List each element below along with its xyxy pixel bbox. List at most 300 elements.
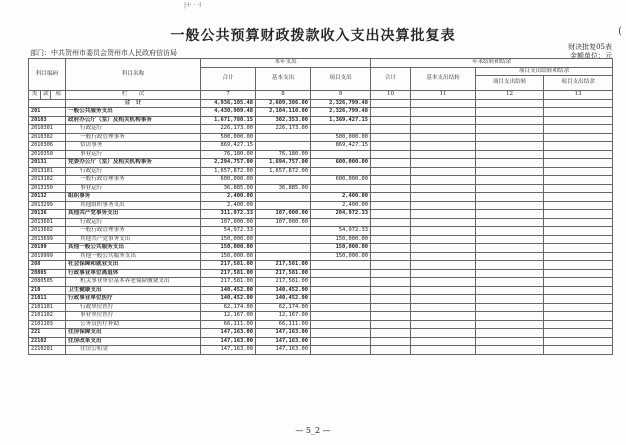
row-code: 208	[29, 261, 66, 270]
row-carryover-cell	[476, 329, 544, 338]
row-carryover-cell	[371, 201, 411, 210]
row-project: 150,000.00	[311, 235, 371, 244]
row-basic	[256, 227, 311, 236]
row-carryover-cell	[544, 142, 613, 151]
row-total: 2,294,757.00	[201, 159, 256, 168]
row-basic	[256, 176, 311, 185]
table-row	[29, 303, 613, 312]
row-total: 54,972.33	[201, 227, 256, 236]
row-project	[311, 303, 371, 312]
row-carryover-cell	[371, 303, 411, 312]
row-name: 组织事务	[66, 193, 201, 202]
row-name: 政府办公厅（室）及相关机构事务	[66, 116, 201, 125]
header-carryover: 年末结转和结余	[371, 59, 613, 68]
row-code: 201	[29, 108, 66, 117]
row-basic: 36,885.00	[256, 184, 311, 193]
row-carryover-cell	[371, 337, 411, 346]
row-total: 62,174.00	[201, 303, 256, 312]
row-name: 一般公共服务支出	[66, 108, 201, 117]
table-row	[29, 150, 613, 159]
header-project-surplus: 项目支出结余	[544, 76, 613, 91]
row-carryover-cell	[544, 235, 613, 244]
row-basic: 147,163.00	[256, 346, 311, 355]
col-num: 10	[371, 91, 411, 100]
row-project: 869,427.15	[311, 142, 371, 151]
row-carryover-cell	[371, 252, 411, 261]
row-code: 20132	[29, 193, 66, 202]
row-name: 信访事务	[66, 142, 201, 151]
row-carryover-cell	[411, 125, 476, 134]
row-basic	[256, 133, 311, 142]
row-carryover-cell	[371, 286, 411, 295]
row-carryover-cell	[411, 150, 476, 159]
row-carryover-cell	[476, 159, 544, 168]
row-carryover-cell	[544, 116, 613, 125]
row-carryover-cell	[371, 184, 411, 193]
row-name: 一般行政管理事务	[66, 227, 201, 236]
row-project: 150,000.00	[311, 244, 371, 253]
row-carryover-cell	[371, 269, 411, 278]
row-basic: 147,163.00	[256, 329, 311, 338]
page-title: 一般公共预算财政拨款收入支出决算批复表	[170, 28, 456, 44]
row-total: 150,000.00	[201, 244, 256, 253]
row-basic: 1,694,757.00	[256, 159, 311, 168]
row-code: 2101103	[29, 320, 66, 329]
row-name: 事业单位医疗	[66, 312, 201, 321]
row-carryover-cell	[411, 329, 476, 338]
row-project	[311, 320, 371, 329]
row-carryover-cell	[544, 184, 613, 193]
row-carryover-cell	[544, 278, 613, 287]
edge-mark: (	[618, 26, 622, 37]
row-carryover-cell	[411, 159, 476, 168]
row-carryover-cell	[476, 320, 544, 329]
table-row	[29, 108, 613, 117]
header-section: 科目编码	[29, 59, 66, 91]
row-carryover-cell	[411, 337, 476, 346]
row-code: 2101101	[29, 303, 66, 312]
row-carryover-cell	[371, 261, 411, 270]
row-total: 217,581.00	[201, 269, 256, 278]
row-carryover-cell	[411, 210, 476, 219]
row-carryover-cell	[371, 278, 411, 287]
row-code: 2010301	[29, 125, 66, 134]
row-carryover-cell	[411, 269, 476, 278]
row-carryover-cell	[411, 346, 476, 355]
row-code: 2013102	[29, 176, 66, 185]
header-project-carry: 项目支出结转	[476, 76, 544, 91]
row-carryover-cell	[411, 142, 476, 151]
table-row	[29, 176, 613, 185]
row-name: 事业运行	[66, 184, 201, 193]
row-project	[311, 125, 371, 134]
row-name: 行政运行	[66, 167, 201, 176]
row-carryover-cell	[476, 252, 544, 261]
row-name: 行政事业单位医疗	[66, 295, 201, 304]
row-code: 20131	[29, 159, 66, 168]
row-total: 140,452.00	[201, 286, 256, 295]
row-basic: 217,581.00	[256, 261, 311, 270]
row-code: 22102	[29, 337, 66, 346]
row-basic	[256, 193, 311, 202]
row-basic: 302,353.00	[256, 116, 311, 125]
row-carryover-cell	[544, 193, 613, 202]
row-code: 2101102	[29, 312, 66, 321]
row-carryover-cell	[476, 167, 544, 176]
row-name: 一般行政管理事务	[66, 176, 201, 185]
col-num: 8	[256, 91, 311, 100]
col-num: 13	[544, 91, 613, 100]
table-row	[29, 167, 613, 176]
table-row	[29, 193, 613, 202]
row-carryover-cell	[411, 227, 476, 236]
row-carryover-cell	[544, 244, 613, 253]
row-carryover-cell	[544, 303, 613, 312]
row-carryover-cell	[544, 295, 613, 304]
row-project	[311, 261, 371, 270]
table-row	[29, 235, 613, 244]
row-carryover-cell	[476, 295, 544, 304]
row-total: 2,400.00	[201, 201, 256, 210]
row-project	[311, 312, 371, 321]
row-carryover-cell	[411, 176, 476, 185]
approval-table	[28, 58, 613, 355]
row-carryover-cell	[476, 286, 544, 295]
header-project: 项目支出	[311, 67, 371, 91]
row-name: 行政事业单位离退休	[66, 269, 201, 278]
row-carryover-cell	[411, 261, 476, 270]
col-num: 12	[476, 91, 544, 100]
row-project: 500,000.00	[311, 133, 371, 142]
row-carryover-cell	[544, 329, 613, 338]
table-row	[29, 252, 613, 261]
row-carryover-cell	[411, 252, 476, 261]
row-basic: 226,173.00	[256, 125, 311, 134]
row-carryover-cell	[371, 346, 411, 355]
row-carryover-cell	[544, 176, 613, 185]
table-row	[29, 210, 613, 219]
row-carryover-cell	[476, 227, 544, 236]
row-basic	[256, 201, 311, 210]
row-carryover-cell	[476, 303, 544, 312]
row-total: 4,430,909.48	[201, 108, 256, 117]
row-carryover-cell	[476, 193, 544, 202]
row-carryover-cell	[544, 269, 613, 278]
unit-label: 金额单位：元	[570, 52, 612, 60]
row-name: 其他一般公共服务支出	[66, 252, 201, 261]
row-carryover-cell	[476, 337, 544, 346]
table-row	[29, 286, 613, 295]
scan-mark: |·ǀ· · ·ǀ	[184, 2, 202, 9]
row-code: 2010350	[29, 150, 66, 159]
row-code: 2013601	[29, 218, 66, 227]
row-carryover-cell	[411, 278, 476, 287]
row-carryover-cell	[544, 108, 613, 117]
table-row	[29, 201, 613, 210]
row-total: 36,885.00	[201, 184, 256, 193]
row-project	[311, 337, 371, 346]
row-basic: 1,657,872.00	[256, 167, 311, 176]
row-basic: 107,000.00	[256, 218, 311, 227]
col-num: 7	[201, 91, 256, 100]
row-basic: 62,174.00	[256, 303, 311, 312]
row-carryover-cell	[371, 210, 411, 219]
row-project	[311, 269, 371, 278]
row-carryover-cell	[411, 312, 476, 321]
table-row	[29, 218, 613, 227]
row-total: 1,657,872.00	[201, 167, 256, 176]
row-total: 1,671,780.15	[201, 116, 256, 125]
row-carryover-cell	[544, 201, 613, 210]
row-carryover-cell	[371, 227, 411, 236]
row-carryover-cell	[476, 261, 544, 270]
row-carryover-cell	[544, 210, 613, 219]
row-carryover-cell	[544, 218, 613, 227]
row-carryover-cell	[476, 116, 544, 125]
row-carryover-cell	[411, 218, 476, 227]
row-carryover-cell	[544, 150, 613, 159]
row-code: 2080505	[29, 278, 66, 287]
header-name: 科目名称	[66, 59, 201, 91]
row-name: 其他一般公共服务支出	[66, 244, 201, 253]
row-carryover-cell	[544, 261, 613, 270]
row-carryover-cell	[476, 142, 544, 151]
col-num: 9	[311, 91, 371, 100]
row-total: 150,000.00	[201, 252, 256, 261]
table-row	[29, 244, 613, 253]
row-total: 147,163.00	[201, 337, 256, 346]
row-carryover-cell	[476, 133, 544, 142]
table-row	[29, 269, 613, 278]
row-total: 147,163.00	[201, 329, 256, 338]
header-xiang: 项	[51, 91, 66, 100]
row-total: 217,581.00	[201, 261, 256, 270]
row-carryover-cell	[544, 286, 613, 295]
row-basic: 140,452.00	[256, 286, 311, 295]
row-carryover-cell	[371, 159, 411, 168]
row-basic: 140,452.00	[256, 295, 311, 304]
row-carryover-cell	[476, 201, 544, 210]
row-basic: 217,581.00	[256, 278, 311, 287]
row-project: 2,400.00	[311, 201, 371, 210]
table-row	[29, 261, 613, 270]
row-carryover-cell	[371, 320, 411, 329]
row-code: 2013101	[29, 167, 66, 176]
row-carryover-cell	[411, 133, 476, 142]
row-total: 150,000.00	[201, 235, 256, 244]
header-basic: 基本支出	[256, 67, 311, 91]
row-code: 2010306	[29, 142, 66, 151]
row-name: 卫生健康支出	[66, 286, 201, 295]
table-row	[29, 329, 613, 338]
row-carryover-cell	[411, 235, 476, 244]
row-project	[311, 167, 371, 176]
row-carryover-cell	[411, 320, 476, 329]
row-total: 140,452.00	[201, 295, 256, 304]
row-carryover-cell	[411, 184, 476, 193]
row-total: 226,173.00	[201, 125, 256, 134]
row-code: 2013602	[29, 227, 66, 236]
row-carryover-cell	[371, 125, 411, 134]
header-lei: 类	[29, 91, 41, 100]
row-code: 210	[29, 286, 66, 295]
row-carryover-cell	[476, 210, 544, 219]
row-carryover-cell	[411, 286, 476, 295]
row-project	[311, 295, 371, 304]
row-total: 500,000.00	[201, 133, 256, 142]
row-name: 行政单位医疗	[66, 303, 201, 312]
row-carryover-cell	[411, 116, 476, 125]
row-carryover-cell	[476, 150, 544, 159]
row-name: 行政运行	[66, 125, 201, 134]
row-carryover-cell	[476, 235, 544, 244]
row-project: 204,972.33	[311, 210, 371, 219]
row-basic: 217,581.00	[256, 269, 311, 278]
table-row	[29, 142, 613, 151]
grand-total-total: 4,936,105.48	[201, 99, 256, 108]
row-project	[311, 218, 371, 227]
row-carryover-cell	[476, 244, 544, 253]
row-basic	[256, 235, 311, 244]
row-name: 事业运行	[66, 150, 201, 159]
row-code: 20103	[29, 116, 66, 125]
row-carryover-cell	[371, 295, 411, 304]
row-basic	[256, 252, 311, 261]
header-total: 合计	[201, 67, 256, 91]
row-project: 2,326,799.48	[311, 108, 371, 117]
header-kuan: 款	[41, 91, 51, 100]
row-name: 其他共产党事务支出	[66, 210, 201, 219]
table-row	[29, 295, 613, 304]
row-code: 2019999	[29, 252, 66, 261]
row-code: 2010302	[29, 133, 66, 142]
row-carryover-cell	[371, 116, 411, 125]
row-carryover-cell	[371, 142, 411, 151]
row-project: 150,000.00	[311, 252, 371, 261]
row-carryover-cell	[411, 167, 476, 176]
row-basic	[256, 244, 311, 253]
row-carryover-cell	[371, 150, 411, 159]
header-current-year: 本年支出	[201, 59, 371, 68]
row-carryover-cell	[544, 167, 613, 176]
row-name: 机关事业单位基本养老保险缴费支出	[66, 278, 201, 287]
row-carryover-cell	[476, 218, 544, 227]
row-code: 2013699	[29, 235, 66, 244]
page-footer: — 5_2 —	[295, 426, 331, 435]
row-carryover-cell	[476, 269, 544, 278]
table-number: 财决批复05表	[568, 43, 612, 51]
row-project: 1,369,427.15	[311, 116, 371, 125]
table-row	[29, 312, 613, 321]
row-carryover-cell	[544, 159, 613, 168]
row-carryover-cell	[411, 295, 476, 304]
row-carryover-cell	[544, 337, 613, 346]
row-carryover-cell	[544, 312, 613, 321]
row-project	[311, 278, 371, 287]
row-carryover-cell	[476, 125, 544, 134]
table-row	[29, 337, 613, 346]
row-basic: 2,104,110.00	[256, 108, 311, 117]
row-project	[311, 150, 371, 159]
header-basic-carry: 基本支出结转	[411, 67, 476, 91]
row-total: 12,167.00	[201, 312, 256, 321]
grand-total-project: 2,326,799.48	[311, 99, 371, 108]
row-name: 公务员医疗补助	[66, 320, 201, 329]
grand-total-label: 合 计	[66, 99, 201, 108]
row-carryover-cell	[544, 133, 613, 142]
row-carryover-cell	[371, 193, 411, 202]
row-code: 20199	[29, 244, 66, 253]
table-row	[29, 227, 613, 236]
row-carryover-cell	[476, 108, 544, 117]
row-carryover-cell	[371, 133, 411, 142]
row-basic	[256, 142, 311, 151]
row-code: 2013150	[29, 184, 66, 193]
table-row	[29, 159, 613, 168]
row-name: 住房保障支出	[66, 329, 201, 338]
row-total: 311,972.33	[201, 210, 256, 219]
row-project: 54,972.33	[311, 227, 371, 236]
row-name: 住房改革支出	[66, 337, 201, 346]
row-total: 147,163.00	[201, 346, 256, 355]
row-project	[311, 329, 371, 338]
row-carryover-cell	[371, 244, 411, 253]
header-project-carry-group: 项目支出结转和结余	[476, 67, 613, 76]
row-carryover-cell	[371, 329, 411, 338]
row-code: 20805	[29, 269, 66, 278]
row-carryover-cell	[371, 167, 411, 176]
row-project	[311, 286, 371, 295]
row-project	[311, 184, 371, 193]
row-code: 2013299	[29, 201, 66, 210]
table-row	[29, 125, 613, 134]
col-num: 11	[411, 91, 476, 100]
row-carryover-cell	[371, 108, 411, 117]
row-carryover-cell	[411, 244, 476, 253]
row-basic: 66,111.00	[256, 320, 311, 329]
row-carryover-cell	[476, 346, 544, 355]
row-basic: 107,000.00	[256, 210, 311, 219]
row-total: 869,427.15	[201, 142, 256, 151]
row-project	[311, 346, 371, 355]
row-carryover-cell	[411, 303, 476, 312]
table-row	[29, 116, 613, 125]
table-row	[29, 184, 613, 193]
row-total: 2,400.00	[201, 193, 256, 202]
row-carryover-cell	[371, 218, 411, 227]
row-total: 217,581.00	[201, 278, 256, 287]
row-carryover-cell	[411, 108, 476, 117]
row-carryover-cell	[476, 278, 544, 287]
row-project: 2,400.00	[311, 193, 371, 202]
row-code: 2210201	[29, 346, 66, 355]
row-project: 600,000.00	[311, 176, 371, 185]
row-carryover-cell	[371, 312, 411, 321]
row-carryover-cell	[544, 320, 613, 329]
grand-total-basic: 2,609,306.00	[256, 99, 311, 108]
row-carryover-cell	[476, 176, 544, 185]
row-carryover-cell	[544, 346, 613, 355]
row-carryover-cell	[371, 176, 411, 185]
row-basic: 76,180.00	[256, 150, 311, 159]
row-project: 600,000.00	[311, 159, 371, 168]
row-carryover-cell	[371, 235, 411, 244]
row-total: 76,180.00	[201, 150, 256, 159]
header-lanci: 栏 次	[66, 91, 201, 100]
table-row	[29, 346, 613, 355]
row-name: 其他共产党事务支出	[66, 235, 201, 244]
row-code: 221	[29, 329, 66, 338]
